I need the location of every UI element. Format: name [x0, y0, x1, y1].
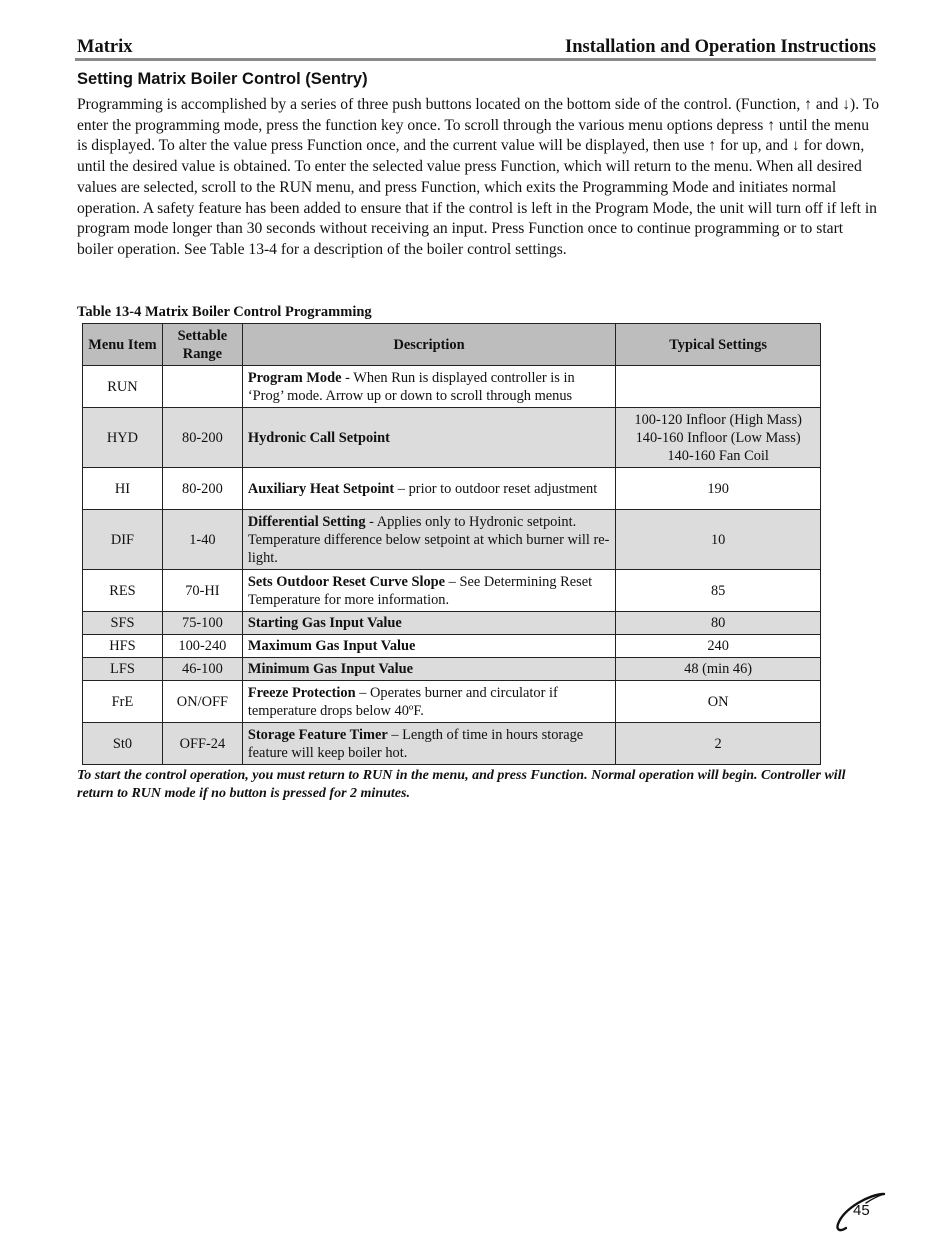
intro-text-5: for up, and: [716, 137, 792, 155]
up-arrow-icon: ↑: [804, 96, 812, 113]
up-arrow-icon: ↑: [708, 137, 717, 155]
range-cell: 75-100: [162, 612, 242, 635]
range-cell: 70-HI: [162, 570, 242, 612]
typical-line: 140-160 Fan Coil: [667, 447, 769, 464]
typical-cell: [616, 366, 821, 408]
menu-item-cell: St0: [83, 723, 163, 765]
menu-item-cell: RES: [83, 570, 163, 612]
table-row: [83, 658, 821, 681]
table-header-row: [83, 324, 821, 366]
down-arrow-icon: ↓: [791, 137, 800, 155]
intro-text-3: ). To enter the programming mode, press the function key once. To scroll through the various menu options depress: [77, 96, 879, 134]
table-row: [83, 408, 821, 468]
range-cell: OFF-24: [162, 723, 242, 765]
typical-cell: 10: [616, 510, 821, 570]
table-caption: Table 13-4 Matrix Boiler Control Programming: [77, 304, 372, 320]
description-cell: [242, 612, 615, 635]
table-row: [83, 510, 821, 570]
description-cell: [242, 658, 615, 681]
header-manual-title: Installation and Operation Instructions: [565, 37, 876, 57]
description-cell: [242, 681, 615, 723]
description-cell: [242, 635, 615, 658]
menu-item-cell: HI: [83, 468, 163, 510]
intro-paragraph: [77, 95, 880, 261]
menu-item-cell: FrE: [83, 681, 163, 723]
description-title: Freeze Protection: [247, 684, 356, 701]
description-text: – See Determining Reset Temperature for more information.: [247, 573, 593, 608]
description-title: Program Mode: [247, 369, 342, 386]
page-header: [77, 34, 876, 58]
description-text: - Applies only to Hydronic setpoint. Temperature difference below setpoint at which burner will re-light.: [247, 513, 610, 566]
header-settable-range: Settable Range: [162, 324, 242, 366]
typical-cell: 190: [616, 468, 821, 510]
table-row: [83, 570, 821, 612]
typical-cell: 240: [616, 635, 821, 658]
range-cell: ON/OFF: [162, 681, 242, 723]
description-cell: [242, 510, 615, 570]
range-cell: [162, 366, 242, 408]
operation-note: To start the control operation, you must return to RUN in the menu, and press Function. Normal operation will begin. Controller will return to RUN mode if no button is pressed for 2 minutes.: [77, 768, 846, 801]
description-title: Hydronic Call Setpoint: [247, 429, 390, 446]
description-title: Starting Gas Input Value: [247, 615, 402, 631]
intro-text-6: for down, until the desired value is obtained. To enter the selected value press Function, which will return to the menu. When all desired values are selected, scroll to the RUN menu, and press Function, which exits the Programming Mode and initiates normal operation. A safety feature has been added to ensure that if the control is left in the Program Mode, the unit will turn off if left in program mode longer than 30 seconds without receiving an input. Press Function once to continue programming or to start boiler operation. See Table 13-4 for a description of the boiler control settings.: [77, 137, 877, 258]
range-cell: 1-40: [162, 510, 242, 570]
description-cell: [242, 723, 615, 765]
description-title: Maximum Gas Input Value: [247, 638, 416, 654]
menu-item-cell: HFS: [83, 635, 163, 658]
header-description: Description: [242, 324, 615, 366]
typical-cell: 2: [616, 723, 821, 765]
typical-line: 100-120 Infloor (High Mass): [634, 411, 802, 428]
programming-table: [82, 323, 821, 765]
typical-line: 140-160 Infloor (Low Mass): [635, 429, 801, 446]
table-row: [83, 612, 821, 635]
description-text: - When Run is displayed controller is in ‘Prog’ mode. Arrow up or down to scroll through menus: [247, 369, 575, 404]
typical-cell: 48 (min 46): [616, 658, 821, 681]
typical-cell: 80: [616, 612, 821, 635]
table-row: [83, 681, 821, 723]
description-text: – Length of time in hours storage feature will keep boiler hot.: [247, 726, 584, 761]
range-cell: 80-200: [162, 408, 242, 468]
description-title: Storage Feature Timer: [247, 726, 388, 743]
menu-item-cell: HYD: [83, 408, 163, 468]
range-cell: 100-240: [162, 635, 242, 658]
description-cell: [242, 468, 615, 510]
description-title: Differential Setting: [247, 513, 366, 530]
description-title: Sets Outdoor Reset Curve Slope: [247, 573, 446, 590]
header-divider: [75, 58, 876, 61]
page-number: 45: [853, 1202, 870, 1219]
range-cell: 80-200: [162, 468, 242, 510]
header-menu-item: Menu Item: [83, 324, 163, 366]
menu-item-cell: DIF: [83, 510, 163, 570]
menu-item-cell: SFS: [83, 612, 163, 635]
typical-cell: ON: [616, 681, 821, 723]
typical-cell: [616, 408, 821, 468]
header-typical-settings: Typical Settings: [616, 324, 821, 366]
description-title: Auxiliary Heat Setpoint: [247, 480, 395, 497]
table-row: [83, 635, 821, 658]
menu-item-cell: LFS: [83, 658, 163, 681]
typical-cell: 85: [616, 570, 821, 612]
description-text: – Operates burner and circulator if temperature drops below 40ºF.: [247, 684, 558, 719]
section-title: Setting Matrix Boiler Control (Sentry): [77, 70, 368, 88]
description-title: Minimum Gas Input Value: [247, 661, 414, 677]
description-text: – prior to outdoor reset adjustment: [394, 480, 598, 497]
description-cell: [242, 570, 615, 612]
table-row: [83, 723, 821, 765]
table-row: [83, 468, 821, 510]
menu-item-cell: RUN: [83, 366, 163, 408]
table-row: [83, 366, 821, 408]
intro-text-1: Programming is accomplished by a series of three push buttons located on the bottom side of the control. (Function,: [77, 96, 805, 113]
up-arrow-icon: ↑: [767, 116, 776, 134]
range-cell: 46-100: [162, 658, 242, 681]
description-cell: [242, 408, 615, 468]
down-arrow-icon: ↓: [842, 96, 851, 113]
intro-text-2: and: [811, 96, 843, 113]
intro-text-4: until the menu is displayed. To alter the value press Function once, and the current value will be displayed, then use: [77, 116, 870, 155]
header-product-name: Matrix: [77, 37, 133, 57]
description-cell: [242, 366, 615, 408]
